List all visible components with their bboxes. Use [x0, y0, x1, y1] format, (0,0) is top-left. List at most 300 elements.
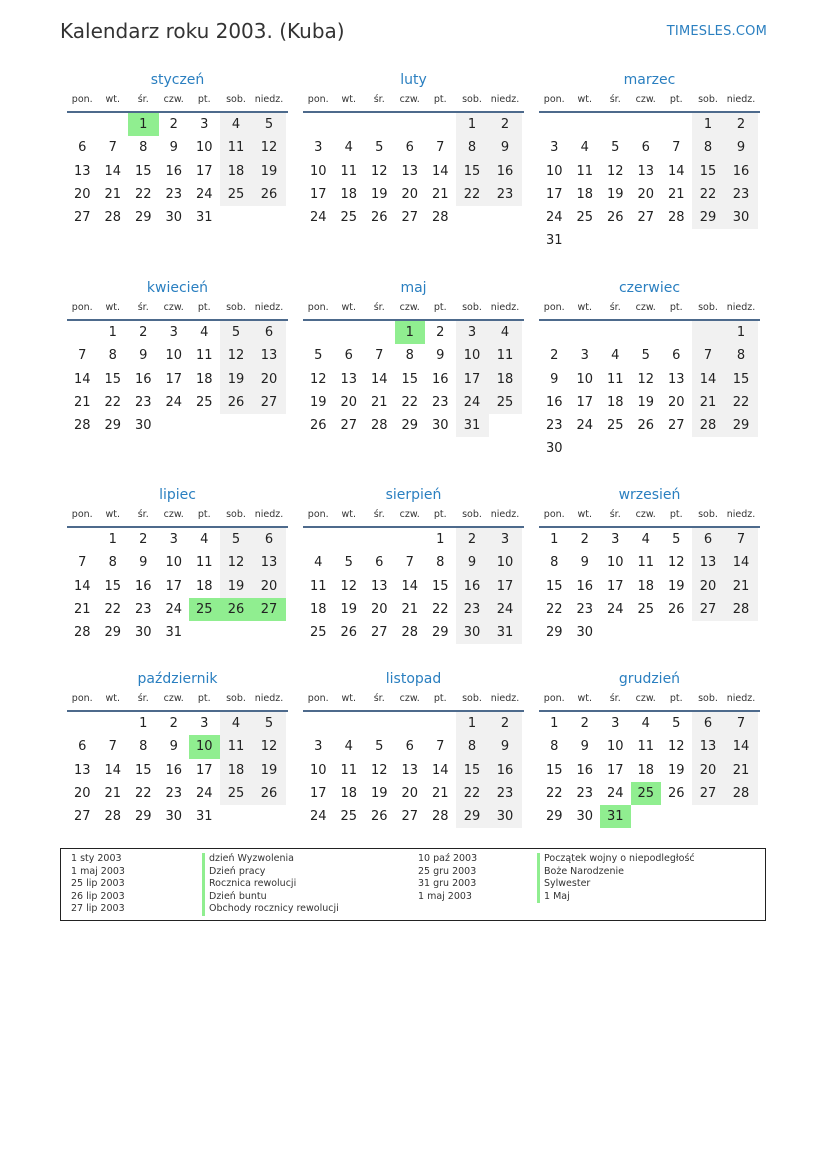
day-cell: 29: [725, 414, 758, 437]
day-cell: 7: [78, 555, 87, 571]
weekday-label: śr.: [609, 509, 621, 520]
legend-holiday-name: Obchody rocznicy rewolucji: [202, 903, 339, 916]
day-cell: 1: [108, 325, 117, 340]
day-grid: [539, 321, 760, 461]
day-grid: [303, 712, 524, 828]
legend-date: 25 gru 2003: [418, 865, 477, 877]
day-cell: 22: [545, 785, 563, 801]
day-cell: 18: [489, 368, 522, 391]
page-title: Kalendarz roku 2003. (Kuba): [60, 19, 345, 43]
empty-day: [425, 113, 456, 136]
legend-date: 27 lip 2003: [71, 903, 125, 915]
day-cell: 21: [431, 186, 449, 202]
day-cell: 1: [550, 532, 559, 547]
holiday-day: 25: [631, 782, 662, 805]
day-cell: 4: [580, 140, 589, 156]
day-cell: 15: [456, 160, 489, 183]
legend-date: 1 maj 2003: [418, 890, 472, 902]
day-cell: 18: [220, 160, 253, 183]
weekday-header: [67, 692, 288, 712]
site-logo[interactable]: TIMESLES.COM: [666, 24, 767, 39]
day-cell: 19: [370, 186, 388, 202]
day-cell: 10: [165, 348, 183, 364]
weekday-label: niedz.: [254, 693, 284, 704]
weekday-header: [303, 692, 524, 712]
day-grid: [539, 528, 760, 644]
day-cell: 8: [550, 555, 559, 571]
day-cell: 10: [456, 344, 489, 367]
day-cell: 15: [104, 578, 122, 594]
empty-day: [395, 528, 426, 551]
day-cell: 3: [456, 321, 489, 344]
day-cell: 2: [169, 117, 178, 132]
weekday-label: niedz.: [490, 94, 520, 105]
day-cell: 6: [344, 348, 353, 364]
day-cell: 25: [489, 391, 522, 414]
weekday-label: czw.: [635, 302, 656, 313]
day-cell: 30: [576, 625, 594, 641]
day-cell: 8: [139, 739, 148, 755]
weekday-label: pon.: [71, 94, 93, 105]
empty-day: [303, 528, 334, 551]
weekday-header: [67, 301, 288, 321]
day-cell: 16: [134, 371, 152, 387]
day-cell: 17: [489, 575, 522, 598]
day-cell: 12: [667, 555, 685, 571]
day-cell: 16: [489, 759, 522, 782]
day-cell: 5: [253, 712, 286, 735]
day-cell: 6: [692, 528, 725, 551]
weekday-label: niedz.: [490, 509, 520, 520]
day-cell: 3: [611, 716, 620, 731]
day-cell: 4: [344, 739, 353, 755]
weekday-label: sob.: [462, 94, 482, 105]
day-cell: 7: [78, 348, 87, 364]
weekday-label: śr.: [373, 509, 385, 520]
day-cell: 28: [73, 418, 91, 434]
day-cell: 14: [73, 371, 91, 387]
weekday-label: śr.: [373, 94, 385, 105]
month-1: [67, 71, 288, 229]
day-cell: 31: [165, 625, 183, 641]
day-cell: 15: [725, 368, 758, 391]
weekday-label: czw.: [163, 509, 184, 520]
day-cell: 20: [401, 785, 419, 801]
weekday-label: pon.: [543, 693, 565, 704]
weekday-header: [67, 508, 288, 528]
day-cell: 23: [456, 598, 489, 621]
weekday-label: sob.: [226, 693, 246, 704]
month-name: wrzesień: [618, 487, 681, 503]
day-cell: 23: [725, 183, 758, 206]
day-cell: 18: [606, 394, 624, 410]
day-cell: 13: [692, 735, 725, 758]
day-cell: 13: [73, 163, 91, 179]
day-cell: 16: [456, 575, 489, 598]
day-cell: 21: [725, 759, 758, 782]
day-cell: 19: [637, 394, 655, 410]
day-cell: 18: [637, 762, 655, 778]
day-cell: 6: [692, 712, 725, 735]
day-cell: 24: [195, 785, 213, 801]
day-cell: 4: [489, 321, 522, 344]
day-cell: 12: [370, 762, 388, 778]
legend-date: 31 gru 2003: [418, 878, 477, 890]
day-cell: 14: [73, 578, 91, 594]
day-cell: 12: [370, 163, 388, 179]
empty-day: [67, 528, 98, 551]
empty-day: [600, 113, 631, 136]
day-cell: 26: [220, 391, 253, 414]
empty-day: [364, 712, 395, 735]
day-cell: 14: [104, 163, 122, 179]
legend-holiday-name: Sylwester: [537, 878, 695, 891]
day-grid: [67, 712, 288, 828]
day-cell: 8: [108, 555, 117, 571]
month-name: marzec: [623, 72, 676, 88]
weekday-label: czw.: [399, 509, 420, 520]
day-cell: 23: [165, 186, 183, 202]
day-cell: 7: [436, 739, 445, 755]
weekday-label: wt.: [105, 94, 120, 105]
day-cell: 19: [220, 575, 253, 598]
day-cell: 9: [169, 739, 178, 755]
day-cell: 28: [692, 414, 725, 437]
day-cell: 27: [692, 598, 725, 621]
day-cell: 27: [692, 782, 725, 805]
day-cell: 3: [550, 140, 559, 156]
weekday-label: sob.: [698, 509, 718, 520]
day-cell: 26: [637, 418, 655, 434]
legend-date: 26 lip 2003: [71, 890, 125, 902]
weekday-label: pt.: [669, 693, 683, 704]
day-cell: 21: [73, 601, 91, 617]
day-cell: 15: [545, 578, 563, 594]
empty-day: [334, 321, 365, 344]
day-cell: 11: [637, 739, 655, 755]
day-cell: 7: [405, 555, 414, 571]
day-cell: 24: [456, 391, 489, 414]
weekday-label: pt.: [197, 509, 211, 520]
day-cell: 14: [725, 735, 758, 758]
day-cell: 9: [139, 348, 148, 364]
day-cell: 21: [401, 601, 419, 617]
weekday-header: [303, 508, 524, 528]
day-cell: 16: [545, 394, 563, 410]
weekday-label: śr.: [137, 94, 149, 105]
day-cell: 22: [104, 394, 122, 410]
empty-day: [67, 712, 98, 735]
empty-day: [303, 712, 334, 735]
day-cell: 14: [431, 163, 449, 179]
day-cell: 23: [489, 782, 522, 805]
empty-day: [395, 712, 426, 735]
day-cell: 4: [200, 532, 209, 547]
month-7: [67, 486, 288, 644]
month-name: luty: [400, 72, 427, 88]
weekday-label: wt.: [341, 693, 356, 704]
day-cell: 12: [253, 735, 286, 758]
weekday-label: niedz.: [726, 509, 756, 520]
day-cell: 1: [550, 716, 559, 731]
weekday-label: pon.: [307, 94, 329, 105]
day-grid: [67, 528, 288, 644]
empty-day: [364, 321, 395, 344]
weekday-header: [539, 508, 760, 528]
day-cell: 5: [344, 555, 353, 571]
day-cell: 21: [370, 394, 388, 410]
legend-holiday-name: Początek wojny o niepodległość: [537, 853, 695, 866]
month-4: [67, 279, 288, 437]
day-cell: 23: [134, 601, 152, 617]
day-cell: 22: [456, 183, 489, 206]
day-cell: 7: [692, 344, 725, 367]
day-cell: 10: [309, 163, 327, 179]
weekday-label: wt.: [105, 693, 120, 704]
weekday-label: czw.: [399, 302, 420, 313]
day-cell: 26: [253, 782, 286, 805]
weekday-label: wt.: [341, 94, 356, 105]
day-cell: 3: [314, 140, 323, 156]
day-cell: 12: [606, 163, 624, 179]
weekday-label: pon.: [71, 693, 93, 704]
day-cell: 12: [637, 371, 655, 387]
day-cell: 20: [253, 368, 286, 391]
holiday-legend: [60, 848, 766, 921]
empty-day: [661, 113, 692, 136]
weekday-label: czw.: [635, 94, 656, 105]
day-cell: 25: [606, 418, 624, 434]
weekday-label: pt.: [197, 693, 211, 704]
day-cell: 2: [436, 325, 445, 340]
day-cell: 3: [314, 739, 323, 755]
weekday-header: [67, 93, 288, 113]
legend-date: 10 paź 2003: [418, 853, 478, 864]
legend-date: 1 sty 2003: [71, 853, 122, 864]
weekday-label: śr.: [609, 94, 621, 105]
day-cell: 11: [340, 163, 358, 179]
day-cell: 13: [401, 163, 419, 179]
day-cell: 14: [104, 762, 122, 778]
day-cell: 10: [165, 555, 183, 571]
day-cell: 2: [139, 532, 148, 547]
day-cell: 29: [456, 805, 489, 828]
month-9: [539, 486, 760, 644]
day-cell: 5: [641, 348, 650, 364]
day-cell: 17: [606, 578, 624, 594]
weekday-label: wt.: [577, 693, 592, 704]
day-cell: 9: [436, 348, 445, 364]
day-cell: 2: [456, 528, 489, 551]
empty-day: [570, 113, 601, 136]
day-cell: 8: [692, 136, 725, 159]
day-grid: [67, 321, 288, 437]
day-cell: 14: [692, 368, 725, 391]
day-cell: 2: [489, 712, 522, 735]
legend-names-left: [202, 853, 339, 916]
day-cell: 3: [489, 528, 522, 551]
day-cell: 2: [580, 532, 589, 547]
empty-day: [98, 113, 129, 136]
month-name: styczeń: [150, 72, 205, 88]
weekday-label: sob.: [698, 693, 718, 704]
legend-names-right: [537, 853, 695, 903]
day-cell: 26: [309, 418, 327, 434]
day-cell: 8: [550, 739, 559, 755]
weekday-label: czw.: [399, 693, 420, 704]
day-cell: 11: [195, 348, 213, 364]
day-cell: 21: [667, 186, 685, 202]
day-cell: 7: [672, 140, 681, 156]
day-cell: 2: [580, 716, 589, 731]
day-cell: 20: [401, 186, 419, 202]
empty-day: [539, 113, 570, 136]
day-grid: [539, 712, 760, 828]
day-cell: 19: [667, 762, 685, 778]
day-cell: 13: [401, 762, 419, 778]
day-cell: 13: [667, 371, 685, 387]
weekday-label: pon.: [71, 509, 93, 520]
day-cell: 12: [220, 551, 253, 574]
day-cell: 23: [489, 183, 522, 206]
day-cell: 11: [340, 762, 358, 778]
day-cell: 19: [309, 394, 327, 410]
day-cell: 11: [220, 136, 253, 159]
day-cell: 30: [165, 809, 183, 825]
month-8: [303, 486, 524, 644]
weekday-label: niedz.: [726, 693, 756, 704]
day-cell: 12: [253, 136, 286, 159]
day-cell: 3: [169, 325, 178, 340]
day-cell: 28: [667, 210, 685, 226]
day-cell: 22: [456, 782, 489, 805]
holiday-day: 1: [395, 321, 426, 344]
day-cell: 27: [340, 418, 358, 434]
day-cell: 4: [641, 532, 650, 547]
weekday-label: wt.: [577, 509, 592, 520]
day-cell: 17: [456, 368, 489, 391]
day-cell: 6: [641, 140, 650, 156]
day-grid: [303, 528, 524, 644]
day-cell: 21: [73, 394, 91, 410]
day-cell: 29: [545, 625, 563, 641]
day-cell: 24: [309, 210, 327, 226]
day-cell: 10: [309, 762, 327, 778]
weekday-label: niedz.: [490, 302, 520, 313]
day-cell: 20: [73, 785, 91, 801]
legend-holiday-name: Rocznica rewolucji: [202, 878, 339, 891]
weekday-label: czw.: [163, 693, 184, 704]
day-cell: 22: [401, 394, 419, 410]
day-cell: 13: [340, 371, 358, 387]
weekday-label: czw.: [163, 94, 184, 105]
day-cell: 8: [456, 735, 489, 758]
day-cell: 11: [220, 735, 253, 758]
day-cell: 24: [165, 394, 183, 410]
day-cell: 25: [576, 210, 594, 226]
legend-date: 25 lip 2003: [71, 878, 125, 890]
month-name: sierpień: [385, 487, 442, 503]
empty-day: [631, 113, 662, 136]
day-cell: 4: [344, 140, 353, 156]
day-cell: 21: [431, 785, 449, 801]
day-cell: 21: [104, 186, 122, 202]
day-cell: 18: [576, 186, 594, 202]
empty-day: [303, 321, 334, 344]
day-cell: 18: [195, 371, 213, 387]
day-cell: 24: [195, 186, 213, 202]
day-cell: 7: [436, 140, 445, 156]
empty-day: [692, 321, 725, 344]
day-cell: 27: [253, 391, 286, 414]
day-cell: 4: [611, 348, 620, 364]
day-cell: 8: [405, 348, 414, 364]
day-cell: 26: [370, 809, 388, 825]
day-cell: 19: [340, 601, 358, 617]
empty-day: [395, 113, 426, 136]
day-cell: 25: [340, 809, 358, 825]
weekday-label: pt.: [433, 509, 447, 520]
day-cell: 19: [253, 160, 286, 183]
empty-day: [334, 528, 365, 551]
day-cell: 30: [431, 418, 449, 434]
day-cell: 15: [431, 578, 449, 594]
weekday-label: czw.: [635, 509, 656, 520]
day-cell: 6: [672, 348, 681, 364]
day-cell: 16: [489, 160, 522, 183]
weekday-label: sob.: [462, 509, 482, 520]
day-cell: 22: [134, 186, 152, 202]
day-cell: 1: [139, 716, 148, 731]
weekday-header: [539, 301, 760, 321]
day-cell: 12: [667, 739, 685, 755]
day-cell: 4: [200, 325, 209, 340]
day-cell: 6: [405, 140, 414, 156]
day-cell: 21: [104, 785, 122, 801]
day-cell: 18: [637, 578, 655, 594]
day-cell: 17: [545, 186, 563, 202]
day-cell: 15: [456, 759, 489, 782]
month-12: [539, 670, 760, 828]
day-cell: 31: [195, 809, 213, 825]
empty-day: [67, 113, 98, 136]
day-cell: 7: [108, 739, 117, 755]
day-cell: 16: [165, 163, 183, 179]
day-cell: 29: [134, 210, 152, 226]
day-cell: 10: [606, 739, 624, 755]
day-cell: 9: [169, 140, 178, 156]
day-cell: 15: [545, 762, 563, 778]
day-cell: 6: [78, 140, 87, 156]
day-cell: 11: [606, 371, 624, 387]
day-cell: 2: [169, 716, 178, 731]
day-cell: 20: [692, 759, 725, 782]
day-cell: 28: [401, 625, 419, 641]
day-cell: 15: [104, 371, 122, 387]
month-2: [303, 71, 524, 229]
empty-day: [425, 712, 456, 735]
day-cell: 8: [139, 140, 148, 156]
holiday-day: 31: [600, 805, 631, 828]
day-cell: 29: [692, 206, 725, 229]
day-cell: 29: [104, 418, 122, 434]
day-cell: 10: [606, 555, 624, 571]
weekday-label: sob.: [698, 302, 718, 313]
day-cell: 20: [370, 601, 388, 617]
day-cell: 19: [667, 578, 685, 594]
day-cell: 25: [340, 210, 358, 226]
day-cell: 27: [637, 210, 655, 226]
